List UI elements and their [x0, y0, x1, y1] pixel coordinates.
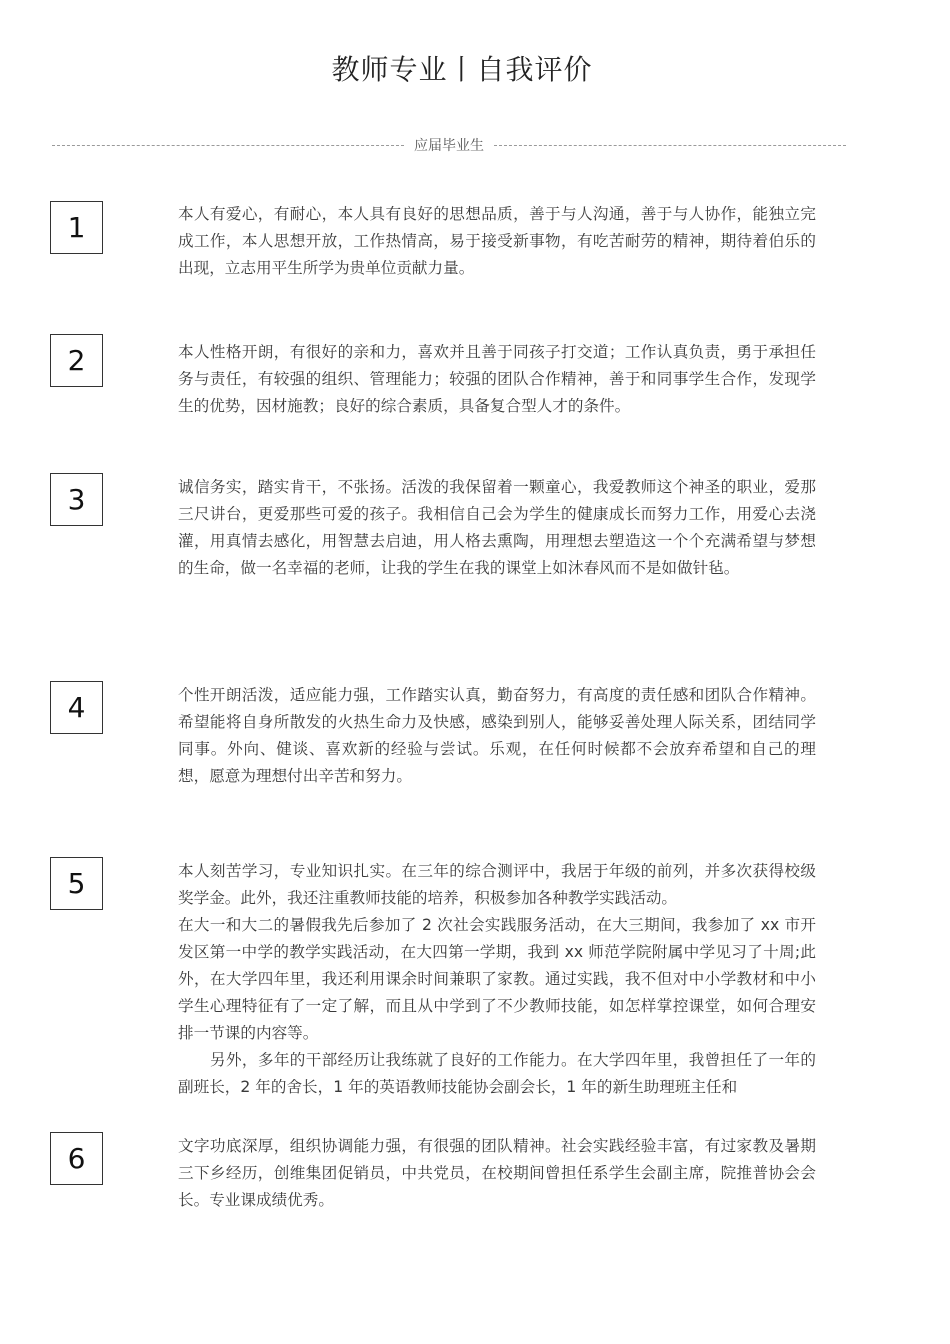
item-paragraph: 本人刻苦学习，专业知识扎实。在三年的综合测评中，我居于年级的前列，并多次获得校级奖学金。此外，我还注重教师技能的培养，积极参加各种教学实践活动。: [178, 862, 816, 907]
item-text: [178, 474, 816, 582]
item-number-box: 5: [50, 857, 103, 910]
page-title: 教师专业丨自我评价: [331, 53, 593, 86]
item-text: [178, 1133, 816, 1214]
item-text: [178, 201, 816, 282]
item-number-box: 4: [50, 681, 103, 734]
item-paragraph: 文字功底深厚，组织协调能力强，有很强的团队精神。社会实践经验丰富，有过家教及暑期三下乡经历，创维集团促销员，中共党员，在校期间曾担任系学生会副主席，院推普协会会长。专业课成绩优秀。: [178, 1137, 816, 1209]
divider-line-right: [494, 145, 846, 146]
item-paragraph: 另外，多年的干部经历让我练就了良好的工作能力。在大学四年里，我曾担任了一年的副班长，2 年的舍长，1 年的英语教师技能协会副会长，1 年的新生助理班主任和: [178, 1051, 816, 1096]
subtitle-divider: [52, 134, 846, 156]
item-number-box: 2: [50, 334, 103, 387]
page-subtitle: 应届毕业生: [414, 138, 484, 154]
item-paragraph: 本人有爱心，有耐心，本人具有良好的思想品质，善于与人沟通，善于与人协作，能独立完成工作，本人思想开放，工作热情高，易于接受新事物，有吃苦耐劳的精神，期待着伯乐的出现，立志用平生所学为贵单位贡献力量。: [178, 205, 816, 277]
item-number-box: 6: [50, 1132, 103, 1185]
item-number-box: 1: [50, 201, 103, 254]
item-paragraph: 个性开朗活泼，适应能力强，工作踏实认真，勤奋努力，有高度的责任感和团队合作精神。希望能将自身所散发的火热生命力及快感，感染到别人，能够妥善处理人际关系，团结同学同事。外向、健谈、喜欢新的经验与尝试。乐观，在任何时候都不会放弃希望和自己的理想，愿意为理想付出辛苦和努力。: [178, 686, 816, 785]
item-text: [178, 858, 816, 1101]
item-text: [178, 682, 816, 790]
item-text: [178, 339, 816, 420]
item-paragraph: 诚信务实，踏实肯干，不张扬。活泼的我保留着一颗童心，我爱教师这个神圣的职业，爱那三尺讲台，更爱那些可爱的孩子。我相信自己会为学生的健康成长而努力工作，用爱心去浇灌，用真情去感化，用智慧去启迪，用人格去熏陶，用理想去塑造这一个个充满希望与梦想的生命，做一名幸福的老师，让我的学生在我的课堂上如沐春风而不是如做针毡。: [178, 478, 816, 577]
item-number-box: 3: [50, 473, 103, 526]
item-paragraph: 在大一和大二的暑假我先后参加了 2 次社会实践服务活动，在大三期间，我参加了 xx 市开发区第一中学的教学实践活动，在大四第一学期，我到 xx 师范学院附属中学见习了十周;此外，在大学四年里，我还利用课余时间兼职了家教。通过实践，我不但对中小学教材和中小学生心理特征有了一定了解，而且从中学到了不少教师技能，如怎样掌控课堂，如何合理安排一节课的内容等。: [178, 916, 816, 1042]
divider-line-left: [52, 145, 404, 146]
item-paragraph: 本人性格开朗，有很好的亲和力，喜欢并且善于同孩子打交道；工作认真负责，勇于承担任务与责任，有较强的组织、管理能力；较强的团队合作精神，善于和同事学生合作，发现学生的优势，因材施教；良好的综合素质，具备复合型人才的条件。: [178, 343, 816, 415]
